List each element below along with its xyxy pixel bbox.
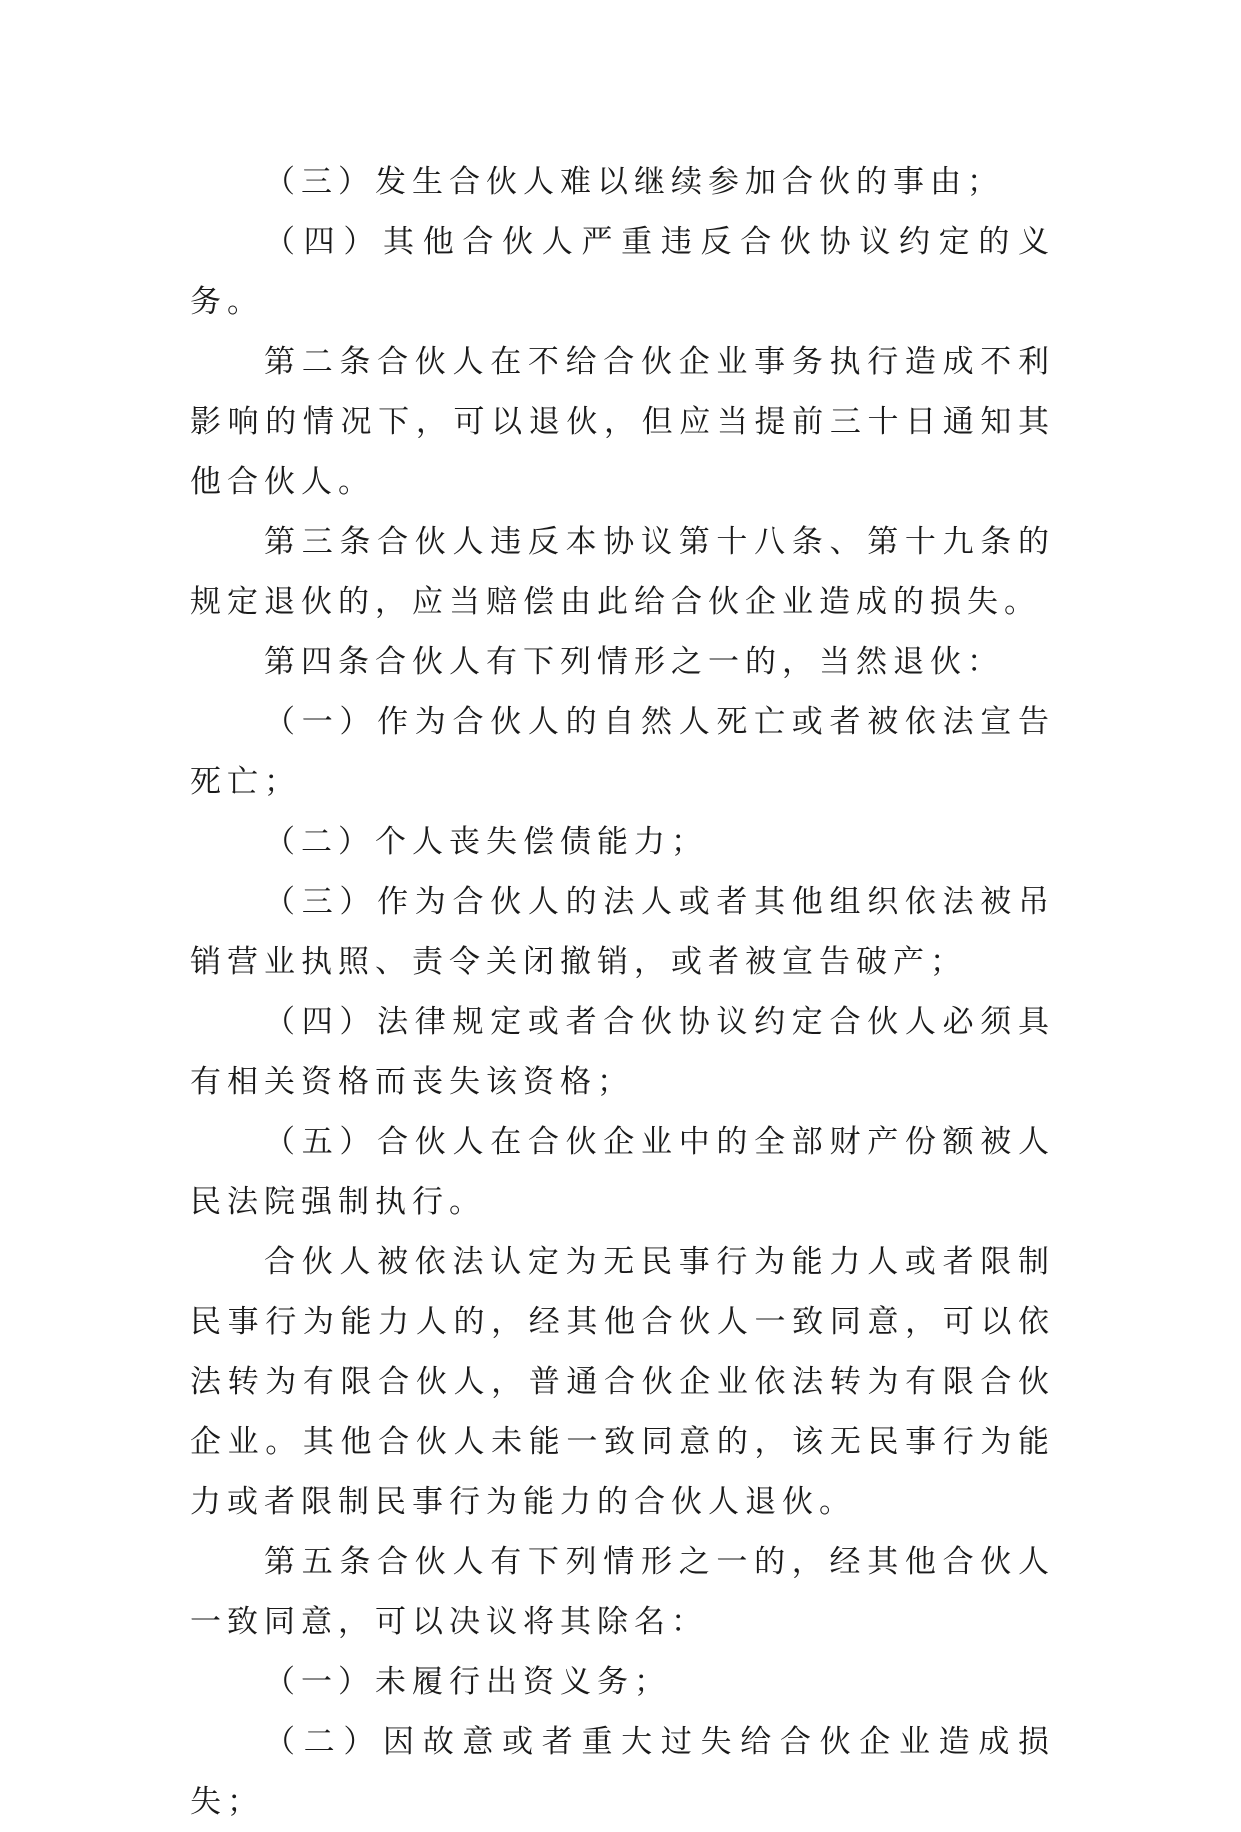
paragraph: 第三条合伙人违反本协议第十八条、第十九条的规定退伙的，应当赔偿由此给合伙企业造成的损失。 [190, 524, 1055, 620]
paragraph: （三）发生合伙人难以继续参加合伙的事由； [264, 164, 1004, 200]
document-body [190, 152, 1055, 1832]
paragraph: 第四条合伙人有下列情形之一的，当然退伙： [264, 644, 1004, 680]
paragraph: 第二条合伙人在不给合伙企业事务执行造成不利影响的情况下，可以退伙，但应当提前三十日通知其他合伙人。 [190, 344, 1055, 500]
paragraph: （二）个人丧失偿债能力； [264, 824, 708, 860]
paragraph: （二）因故意或者重大过失给合伙企业造成损失； [190, 1724, 1055, 1820]
paragraph: （四）法律规定或者合伙协议约定合伙人必须具有相关资格而丧失该资格； [190, 1004, 1055, 1100]
paragraph: （三）作为合伙人的法人或者其他组织依法被吊销营业执照、责令关闭撤销，或者被宣告破产； [190, 884, 1055, 980]
paragraph: （一）作为合伙人的自然人死亡或者被依法宣告死亡； [190, 704, 1055, 800]
paragraph: （一）未履行出资义务； [264, 1664, 671, 1700]
paragraph: （四）其他合伙人严重违反合伙协议约定的义务。 [190, 224, 1055, 320]
paragraph: 合伙人被依法认定为无民事行为能力人或者限制民事行为能力人的，经其他合伙人一致同意，可以依法转为有限合伙人，普通合伙企业依法转为有限合伙企业。其他合伙人未能一致同意的，该无民事行为能力或者限制民事行为能力的合伙人退伙。 [190, 1244, 1055, 1520]
paragraph: （五）合伙人在合伙企业中的全部财产份额被人民法院强制执行。 [190, 1124, 1055, 1220]
paragraph: 第五条合伙人有下列情形之一的，经其他合伙人一致同意，可以决议将其除名： [190, 1544, 1055, 1640]
